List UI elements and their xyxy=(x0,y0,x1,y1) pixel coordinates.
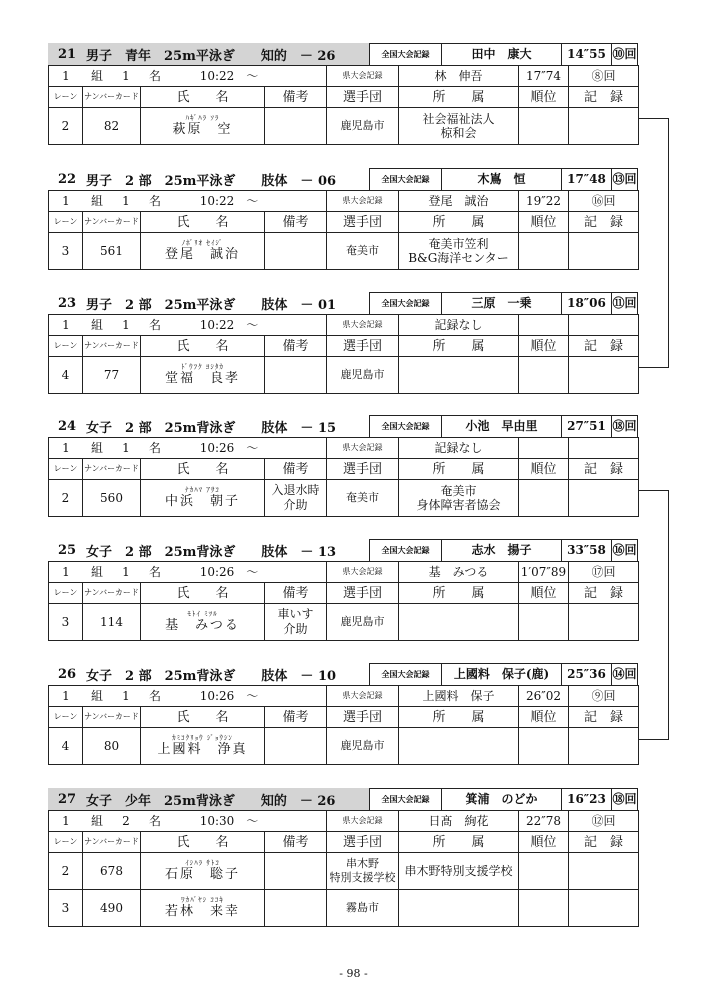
heat-info: 1 組 1 名 10:26 ～ xyxy=(49,562,327,583)
national-record xyxy=(369,539,638,562)
event-title: 女子 2 部 25m背泳ぎ 肢体 － 13 xyxy=(86,544,337,560)
pref-record-count: ⑫回 xyxy=(569,811,639,832)
entry-lane: 2 xyxy=(49,853,83,890)
event-header xyxy=(48,539,638,561)
heat-info: 1 組 1 名 10:22 ～ xyxy=(49,66,327,87)
national-record-count: ⑯回 xyxy=(612,539,638,561)
pref-record-time: 26″02 xyxy=(519,686,569,707)
entry-lane: 2 xyxy=(49,480,83,517)
pref-record-holder: 日髙 絢花 xyxy=(399,811,519,832)
entry-card: 114 xyxy=(83,604,141,641)
event-number: 21 xyxy=(57,46,77,62)
pref-record-time: 1′07″89 xyxy=(519,562,569,583)
pref-record-label: 県大会記録 xyxy=(327,315,399,336)
column-header-row: レーン ナンバーカード 氏 名 備考 選手団 所 属 順位 記 録 xyxy=(49,336,639,357)
entry-note xyxy=(265,853,327,890)
event-table xyxy=(48,190,639,270)
pref-record-label: 県大会記録 xyxy=(327,66,399,87)
entry-affiliation xyxy=(399,728,519,765)
pref-record-holder: 登尾 誠治 xyxy=(399,191,519,212)
event-header xyxy=(48,788,638,810)
event-header xyxy=(48,168,638,190)
entry-record xyxy=(569,853,639,890)
event-header xyxy=(48,663,638,685)
event-table xyxy=(48,65,639,145)
entry-row xyxy=(49,890,639,927)
pref-record-count: ⑨回 xyxy=(569,686,639,707)
pref-record-holder: 記録なし xyxy=(399,438,519,459)
national-record-label: 全国大会記録 xyxy=(370,788,442,810)
entry-lane: 4 xyxy=(49,728,83,765)
entry-team: 鹿児島市 xyxy=(327,108,399,145)
entry-affiliation: 奄美市 身体障害者協会 xyxy=(399,480,519,517)
event-block xyxy=(48,292,638,394)
entry-row xyxy=(49,357,639,394)
entry-row xyxy=(49,108,639,145)
national-record xyxy=(369,788,638,811)
event-number: 26 xyxy=(57,666,77,682)
event-header xyxy=(48,415,638,437)
event-table xyxy=(48,314,639,394)
entry-record xyxy=(569,357,639,394)
entry-team: 奄美市 xyxy=(327,233,399,270)
entry-note: 車いす 介助 xyxy=(265,604,327,641)
entry-affiliation: 奄美市笠利 B&G海洋センター xyxy=(399,233,519,270)
entry-note xyxy=(265,890,327,927)
national-record-count: ⑬回 xyxy=(612,168,638,190)
entry-card: 561 xyxy=(83,233,141,270)
national-record-holder: 志水 揚子 xyxy=(442,539,562,561)
entry-name: ｶﾐｺｸﾘｮｳ ｼﾞｮｳｼﾝ 上國料 浄真 xyxy=(141,728,265,765)
entry-lane: 3 xyxy=(49,890,83,927)
page-number: - 98 - xyxy=(339,967,368,980)
pref-record-holder: 林 伸吾 xyxy=(399,66,519,87)
entry-rank xyxy=(519,357,569,394)
event-block xyxy=(48,43,638,145)
pref-record-count: ⑰回 xyxy=(569,562,639,583)
heat-bracket xyxy=(638,490,669,740)
entry-row xyxy=(49,604,639,641)
national-record-time: 17″48 xyxy=(562,168,612,190)
national-record-time: 27″51 xyxy=(562,415,612,437)
event-number: 25 xyxy=(57,542,77,558)
national-record-count: ⑭回 xyxy=(612,663,638,685)
national-record-count: ⑱回 xyxy=(612,788,638,810)
column-header-row: レーン ナンバーカード 氏 名 備考 選手団 所 属 順位 記 録 xyxy=(49,707,639,728)
event-title: 男子 2 部 25m平泳ぎ 肢体 － 01 xyxy=(86,297,337,313)
column-header-row: レーン ナンバーカード 氏 名 備考 選手団 所 属 順位 記 録 xyxy=(49,583,639,604)
event-block xyxy=(48,663,638,765)
event-block xyxy=(48,168,638,270)
event-title: 女子 2 部 25m背泳ぎ 肢体 － 10 xyxy=(86,668,337,684)
pref-record-label: 県大会記録 xyxy=(327,191,399,212)
heat-info: 1 組 1 名 10:22 ～ xyxy=(49,191,327,212)
entry-affiliation xyxy=(399,604,519,641)
entry-team: 串木野 特別支援学校 xyxy=(327,853,399,890)
entry-rank xyxy=(519,853,569,890)
heat-info: 1 組 1 名 10:22 ～ xyxy=(49,315,327,336)
national-record xyxy=(369,43,638,66)
entry-name: ﾉﾎﾞﾘｵ ｾｲｼﾞ 登尾 誠治 xyxy=(141,233,265,270)
event-block xyxy=(48,788,638,927)
pref-record-count: ⑯回 xyxy=(569,191,639,212)
entry-team: 奄美市 xyxy=(327,480,399,517)
national-record-label: 全国大会記録 xyxy=(370,415,442,437)
heat-bracket xyxy=(638,118,669,368)
entry-affiliation xyxy=(399,357,519,394)
entry-record xyxy=(569,233,639,270)
entry-rank xyxy=(519,108,569,145)
national-record-label: 全国大会記録 xyxy=(370,663,442,685)
entry-row xyxy=(49,480,639,517)
event-title: 男子 2 部 25m平泳ぎ 肢体 － 06 xyxy=(86,173,337,189)
entry-affiliation: 社会福祉法人 椋和会 xyxy=(399,108,519,145)
entry-rank xyxy=(519,604,569,641)
pref-record-count: ⑧回 xyxy=(569,66,639,87)
entry-record xyxy=(569,890,639,927)
entry-lane: 4 xyxy=(49,357,83,394)
event-title: 男子 青年 25m平泳ぎ 知的 － 26 xyxy=(86,48,336,64)
heat-info: 1 組 2 名 10:30 ～ xyxy=(49,811,327,832)
entry-card: 82 xyxy=(83,108,141,145)
national-record-label: 全国大会記録 xyxy=(370,168,442,190)
event-title: 女子 少年 25m背泳ぎ 知的 － 26 xyxy=(86,793,336,809)
national-record-holder: 小池 早由里 xyxy=(442,415,562,437)
entry-record xyxy=(569,604,639,641)
entry-name: ﾊｷﾞﾊﾗ ｿﾗ 萩原 空 xyxy=(141,108,265,145)
entry-card: 77 xyxy=(83,357,141,394)
entry-team: 鹿児島市 xyxy=(327,728,399,765)
entry-card: 678 xyxy=(83,853,141,890)
heat-info: 1 組 1 名 10:26 ～ xyxy=(49,686,327,707)
national-record-time: 33″58 xyxy=(562,539,612,561)
entry-card: 80 xyxy=(83,728,141,765)
entry-team: 鹿児島市 xyxy=(327,604,399,641)
entry-lane: 3 xyxy=(49,604,83,641)
event-header xyxy=(48,43,638,65)
entry-record xyxy=(569,480,639,517)
event-number: 24 xyxy=(57,418,77,434)
national-record-label: 全国大会記録 xyxy=(370,43,442,65)
entry-note xyxy=(265,108,327,145)
event-block xyxy=(48,539,638,641)
entry-row xyxy=(49,233,639,270)
event-title: 女子 2 部 25m背泳ぎ 肢体 － 15 xyxy=(86,420,337,436)
pref-record-time: 22″78 xyxy=(519,811,569,832)
national-record-count: ⑪回 xyxy=(612,292,638,314)
entry-note xyxy=(265,233,327,270)
column-header-row: レーン ナンバーカード 氏 名 備考 選手団 所 属 順位 記 録 xyxy=(49,459,639,480)
entry-card: 560 xyxy=(83,480,141,517)
entry-team: 鹿児島市 xyxy=(327,357,399,394)
event-header xyxy=(48,292,638,314)
column-header-row: レーン ナンバーカード 氏 名 備考 選手団 所 属 順位 記 録 xyxy=(49,832,639,853)
national-record-holder: 田中 康大 xyxy=(442,43,562,65)
pref-record-holder: 記録なし xyxy=(399,315,519,336)
entry-rank xyxy=(519,233,569,270)
national-record-holder: 箕浦 のどか xyxy=(442,788,562,810)
national-record-label: 全国大会記録 xyxy=(370,539,442,561)
entry-name: ﾄﾞｳﾌｸ ﾖｼﾀｶ 堂福 良孝 xyxy=(141,357,265,394)
event-table xyxy=(48,437,639,517)
national-record-holder: 木嶌 恒 xyxy=(442,168,562,190)
pref-record-label: 県大会記録 xyxy=(327,811,399,832)
entry-lane: 2 xyxy=(49,108,83,145)
entry-name: ﾅｶﾊﾏ ｱｻｺ 中浜 朝子 xyxy=(141,480,265,517)
entry-lane: 3 xyxy=(49,233,83,270)
pref-record-label: 県大会記録 xyxy=(327,686,399,707)
pref-record-count xyxy=(569,315,639,336)
event-table xyxy=(48,810,639,927)
pref-record-time: 17″74 xyxy=(519,66,569,87)
column-header-row: レーン ナンバーカード 氏 名 備考 選手団 所 属 順位 記 録 xyxy=(49,212,639,233)
national-record-count: ⑱回 xyxy=(612,415,638,437)
entry-rank xyxy=(519,890,569,927)
national-record-time: 18″06 xyxy=(562,292,612,314)
column-header-row: レーン ナンバーカード 氏 名 備考 選手団 所 属 順位 記 録 xyxy=(49,87,639,108)
pref-record-holder: 基 みつる xyxy=(399,562,519,583)
entry-note xyxy=(265,357,327,394)
national-record-time: 25″36 xyxy=(562,663,612,685)
heat-info: 1 組 1 名 10:26 ～ xyxy=(49,438,327,459)
national-record-count: ⑩回 xyxy=(612,43,638,65)
national-record-holder: 三原 一乗 xyxy=(442,292,562,314)
entry-rank xyxy=(519,480,569,517)
entry-affiliation: 串木野特別支援学校 xyxy=(399,853,519,890)
pref-record-label: 県大会記録 xyxy=(327,438,399,459)
entry-rank xyxy=(519,728,569,765)
event-table xyxy=(48,561,639,641)
national-record-label: 全国大会記録 xyxy=(370,292,442,314)
entry-affiliation xyxy=(399,890,519,927)
entry-note: 入退水時 介助 xyxy=(265,480,327,517)
national-record-holder: 上國料 保子(鹿) xyxy=(442,663,562,685)
national-record-time: 16″23 xyxy=(562,788,612,810)
pref-record-count xyxy=(569,438,639,459)
entry-note xyxy=(265,728,327,765)
pref-record-time xyxy=(519,438,569,459)
event-number: 27 xyxy=(57,791,77,807)
entry-team: 霧島市 xyxy=(327,890,399,927)
entry-name: ﾓﾄｲ ﾐﾂﾙ 基 みつる xyxy=(141,604,265,641)
entry-row xyxy=(49,728,639,765)
national-record-time: 14″55 xyxy=(562,43,612,65)
entry-record xyxy=(569,728,639,765)
pref-record-holder: 上國料 保子 xyxy=(399,686,519,707)
national-record xyxy=(369,663,638,686)
national-record xyxy=(369,168,638,191)
pref-record-time: 19″22 xyxy=(519,191,569,212)
entry-record xyxy=(569,108,639,145)
event-block xyxy=(48,415,638,517)
pref-record-label: 県大会記録 xyxy=(327,562,399,583)
national-record xyxy=(369,415,638,438)
event-number: 22 xyxy=(57,171,77,187)
entry-name: ｲｼﾊﾗ ｻﾄｺ 石原 聡子 xyxy=(141,853,265,890)
entry-card: 490 xyxy=(83,890,141,927)
national-record xyxy=(369,292,638,315)
entry-row xyxy=(49,853,639,890)
event-number: 23 xyxy=(57,295,77,311)
event-table xyxy=(48,685,639,765)
entry-name: ﾜｶﾊﾞﾔｼ ｺｺｷ 若林 来幸 xyxy=(141,890,265,927)
pref-record-time xyxy=(519,315,569,336)
